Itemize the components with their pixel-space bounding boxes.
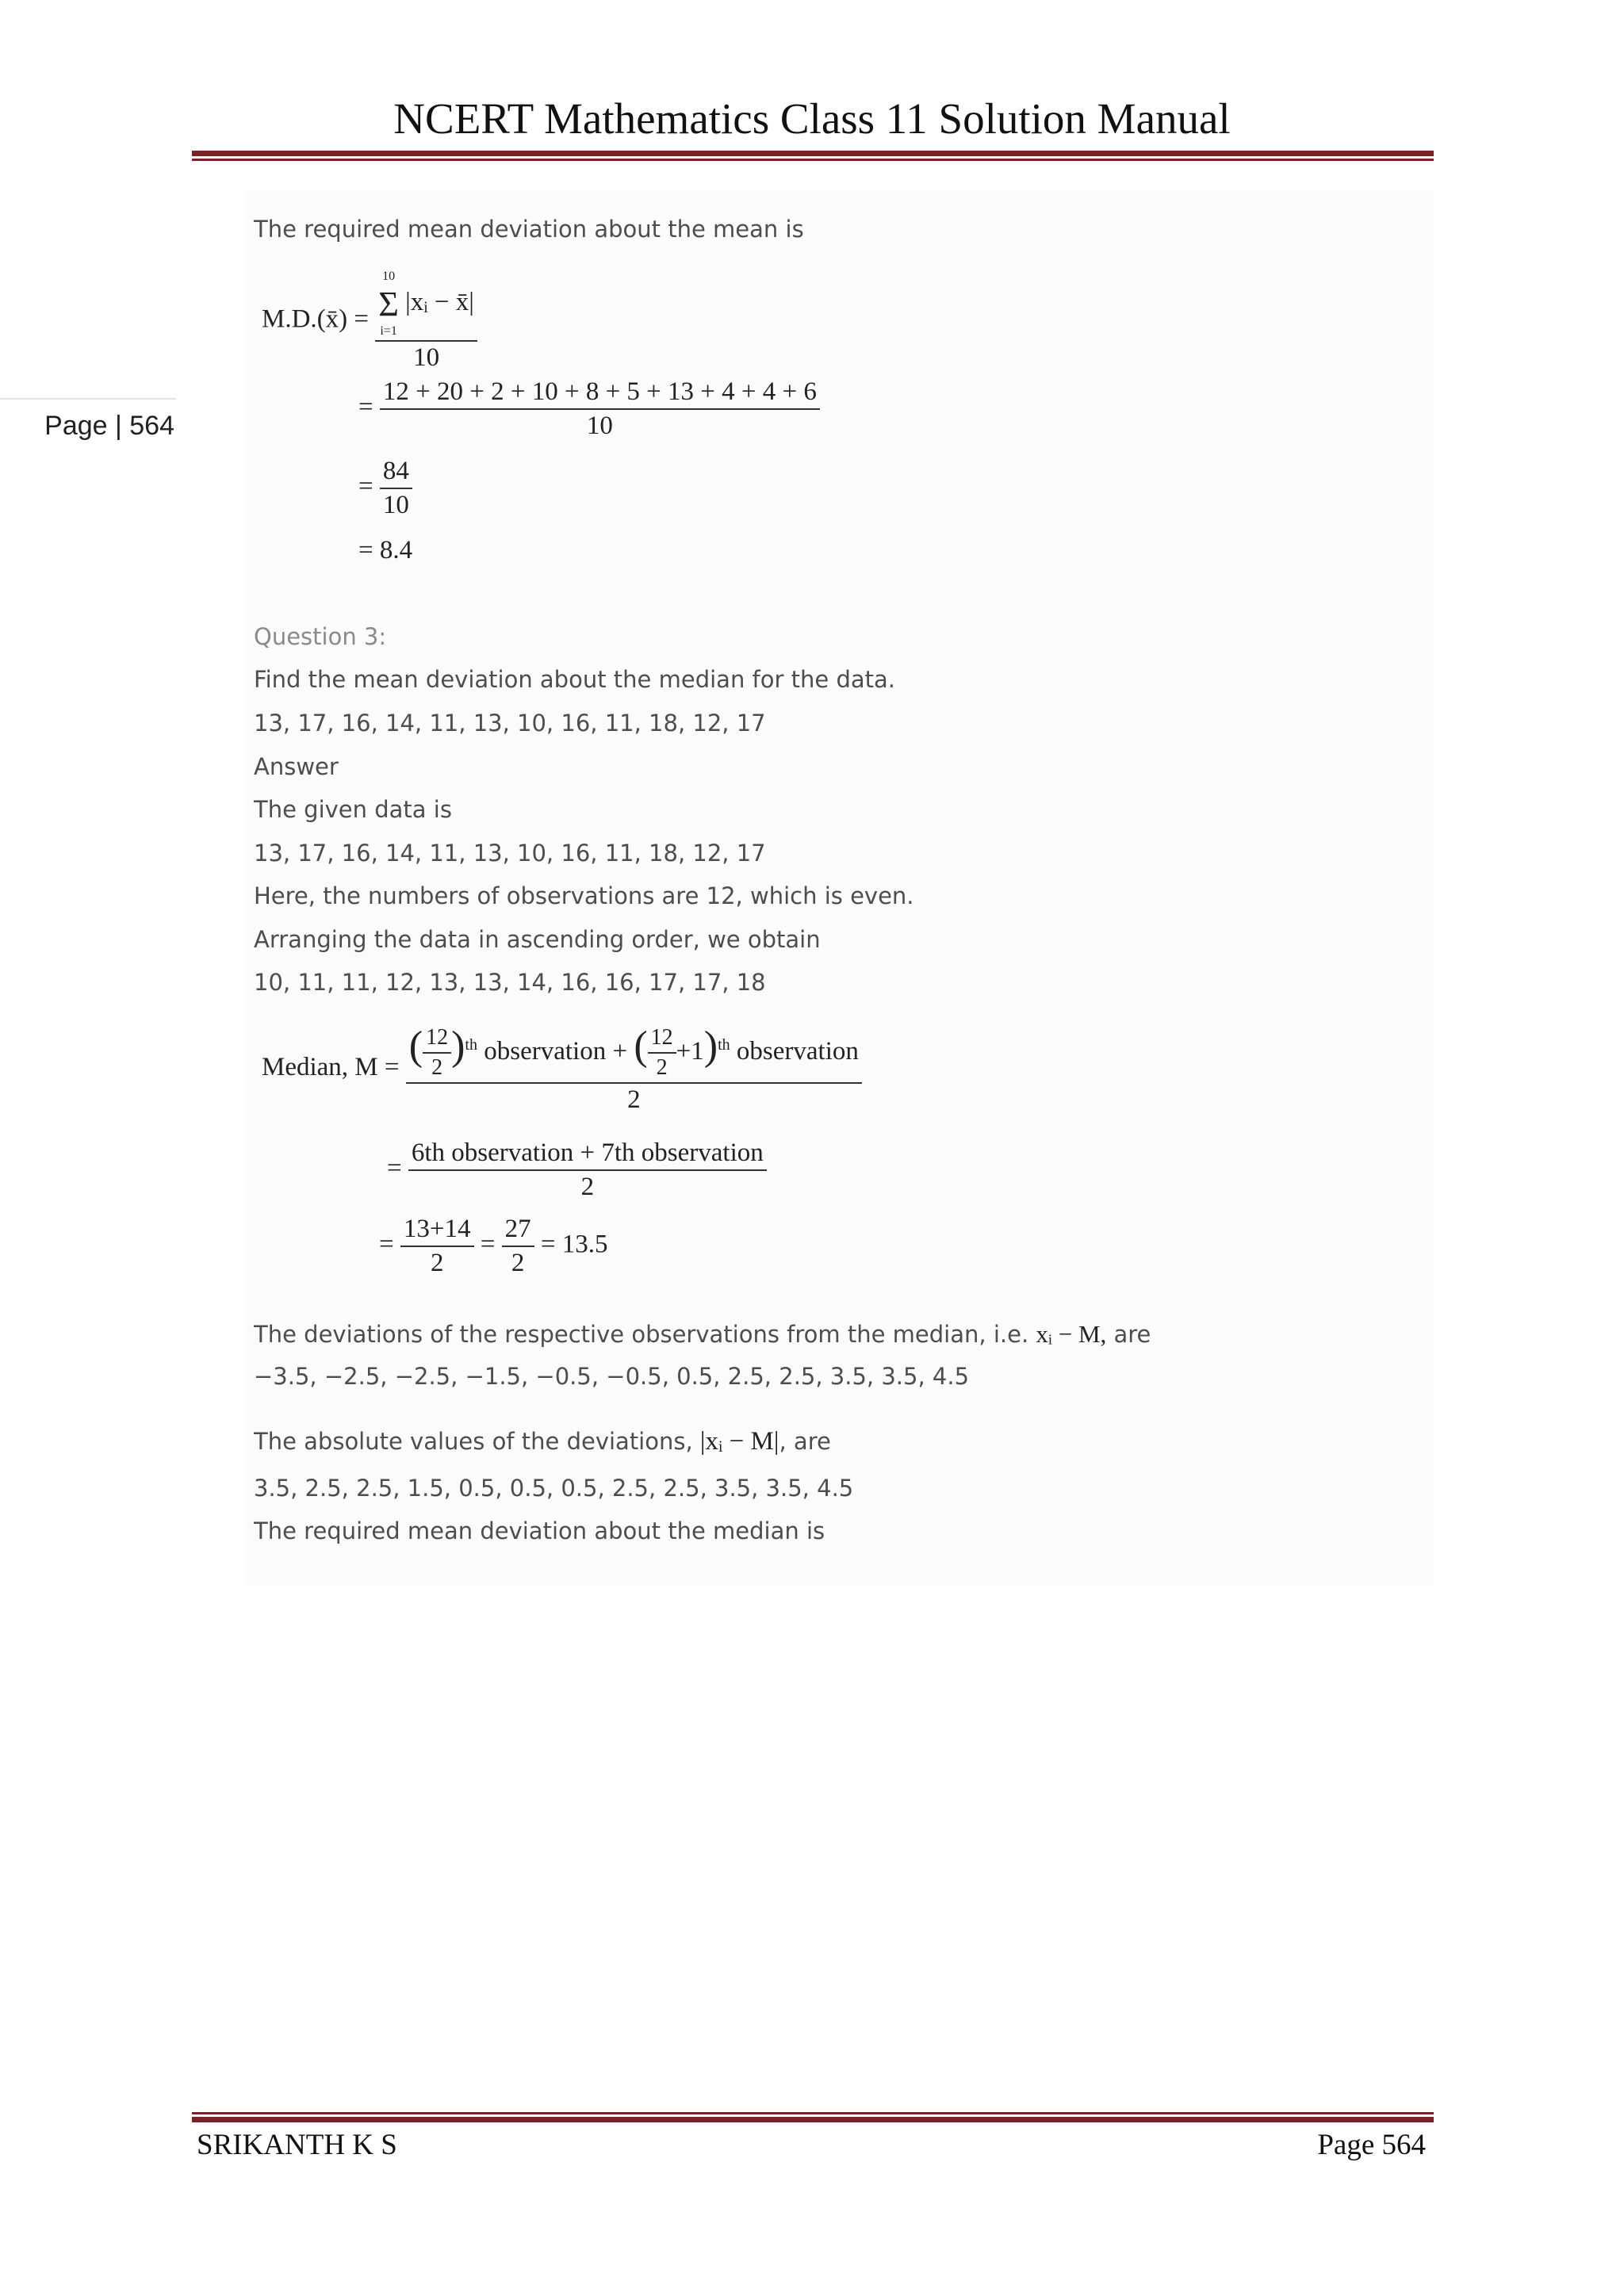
median-a-bottom: 2 [431, 1055, 443, 1081]
given-data: 13, 17, 16, 14, 11, 13, 10, 16, 11, 18, 12, 17 [254, 840, 766, 867]
median-label: Median, M = [262, 1052, 400, 1081]
deviation-text-a: The deviations of the respective observations from the median, i.e. [254, 1321, 1029, 1348]
sorted-data: 10, 11, 11, 12, 13, 13, 14, 16, 16, 17, 17, 18 [254, 969, 766, 996]
arrange-text: Arranging the data in ascending order, we obtain [254, 926, 821, 953]
median-obs-word-a: observation [484, 1037, 607, 1066]
median-step2-numerator: 6th observation + 7th observation [408, 1138, 767, 1171]
md-denominator: 10 [413, 343, 440, 372]
median-denominator: 2 [627, 1085, 641, 1115]
median-step3-numerator: 13+14 [400, 1215, 474, 1247]
margin-page-number: Page | 564 [0, 398, 176, 442]
median-step3: = $\frac{13+14}{2}$ = $\frac{27}{2}$ = 13.5 [379, 1215, 608, 1277]
answer-label: Answer [254, 753, 339, 780]
median-step2: = $\frac{\text{6th observation + 7th observation}}{2}$ [387, 1138, 767, 1202]
median-step3-denominator: 2 [430, 1249, 444, 1277]
median-a-th: th [465, 1036, 477, 1054]
md-step2-denominator: 10 [382, 491, 409, 519]
median-plus-one: +1 [676, 1037, 704, 1066]
given-text: The given data is [254, 796, 452, 823]
md-label: M.D. [262, 304, 317, 334]
md-result: = 8.4 [358, 536, 413, 564]
footer-author: SRIKANTH K S [197, 2129, 397, 2161]
md-step1: = $\frac{12 + 20 + 2 + 10 + 8 + 5 + 13 + 4 + 4 + 6}{10}$ [358, 377, 820, 441]
absolute-text [254, 1427, 831, 1456]
sigma-symbol: Σ [378, 285, 399, 323]
absolute-text-a: The absolute values of the deviations, [254, 1428, 693, 1455]
footer-rule-thin [192, 2112, 1434, 2114]
absolute-expression: |xᵢ − M| [699, 1427, 779, 1456]
observation-count-text: Here, the numbers of observations are 12, which is even. [254, 882, 914, 909]
question-data: 13, 17, 16, 14, 11, 13, 10, 16, 11, 18, 12, 17 [254, 710, 766, 737]
md-step2-numerator: 84 [380, 457, 412, 489]
md-step1-numerator: 12 + 20 + 2 + 10 + 8 + 5 + 13 + 4 + 4 + 6 [380, 377, 820, 410]
md-fraction [375, 270, 477, 373]
page-title: NCERT Mathematics Class 11 Solution Manual [393, 94, 1231, 143]
question-text: Find the mean deviation about the median for the data. [254, 666, 895, 693]
mean-deviation-intro: The required mean deviation about the mean is [254, 216, 804, 243]
deviation-expression: xᵢ − M, [1036, 1320, 1107, 1348]
median-b-bottom: 2 [656, 1055, 668, 1081]
footer-page-number: Page 564 [1317, 2129, 1426, 2161]
md-step1-denominator: 10 [586, 411, 613, 440]
md-sum-lower: i=1 [380, 324, 397, 338]
deviation-values: −3.5, −2.5, −2.5, −1.5, −0.5, −0.5, 0.5, 2.5, 2.5, 3.5, 3.5, 4.5 [254, 1363, 970, 1390]
median-step2-denominator: 2 [580, 1173, 595, 1201]
md-numerator [375, 270, 477, 342]
question-heading: Question 3: [254, 623, 387, 650]
md-sum-term: |xᵢ − x̄| [405, 288, 474, 317]
median-md-intro: The required mean deviation about the median is [254, 1517, 825, 1544]
median-step3-denominator-2: 2 [511, 1249, 525, 1277]
median-step3-numerator-2: 27 [502, 1215, 534, 1247]
median-numerator: ( $\frac{12}{2}$ )$^{th}$ observation + ( $\frac{12}{2}$ +1)$^{th}$ observation [406, 1023, 862, 1084]
absolute-text-b: , are [779, 1428, 831, 1455]
median-obs-word-b: observation [736, 1037, 859, 1066]
median-formula [262, 1023, 862, 1115]
md-formula: M.D.(x̄) = 10 Σ i=1 |xᵢ − x̄| 10 [262, 270, 477, 373]
md-sum-upper: 10 [382, 270, 396, 283]
absolute-values: 3.5, 2.5, 2.5, 1.5, 0.5, 0.5, 0.5, 2.5, 2.5, 3.5, 3.5, 4.5 [254, 1475, 854, 1502]
header-rule-thick [192, 151, 1434, 156]
header-rule-thin [192, 159, 1434, 161]
deviation-text-b: are [1113, 1321, 1151, 1348]
median-b-top: 12 [648, 1025, 676, 1054]
md-step2: = $\frac{84}{10}$ [358, 457, 412, 520]
median-a-top: 12 [423, 1025, 451, 1054]
footer-rule-thick [192, 2117, 1434, 2122]
median-result: = 13.5 [540, 1230, 608, 1259]
deviation-text [254, 1320, 1151, 1349]
